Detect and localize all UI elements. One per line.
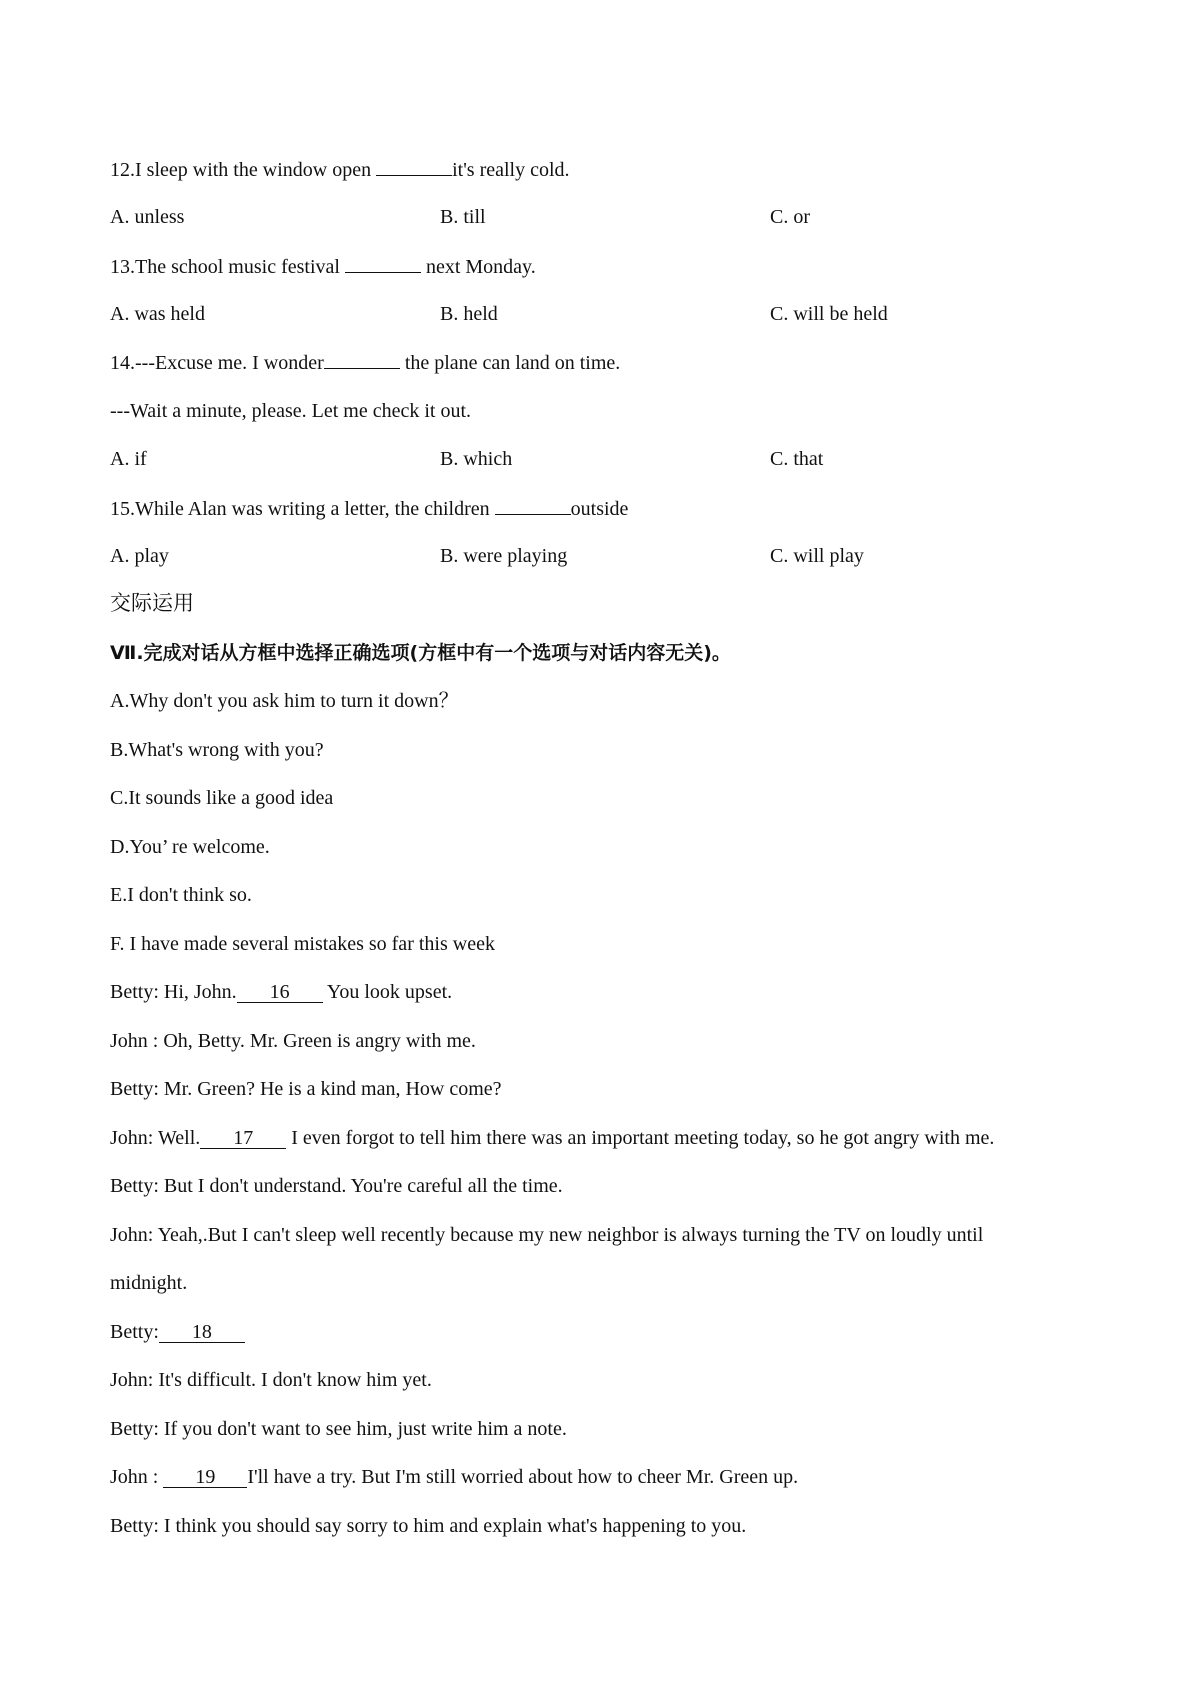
dialogue-line: Betty: If you don't want to see him, just write him a note.: [110, 1418, 567, 1440]
choice-a: A.Why don't you ask him to turn it down？: [110, 690, 459, 712]
option-a: A. if: [110, 448, 147, 470]
dialogue-line: Betty: I think you should say sorry to him and explain what's happening to you.: [110, 1515, 747, 1537]
question-12-tail: it's really cold.: [452, 159, 570, 181]
section-instruction: Ⅶ.完成对话从方框中选择正确选项(方框中有一个选项与对话内容无关)。: [110, 642, 731, 664]
option-b: B. held: [440, 303, 498, 325]
option-b: B. were playing: [440, 545, 568, 567]
question-15: [110, 496, 628, 521]
dialogue-line: [110, 1126, 994, 1150]
dialogue-text: I'll have a try. But I'm still worried about how to cheer Mr. Green up.: [247, 1466, 799, 1488]
question-12: [110, 157, 570, 182]
option-c: C. that: [770, 448, 824, 470]
speaker-text: Betty:: [110, 1321, 159, 1343]
question-13-options: [110, 302, 1070, 326]
choice-f: F. I have made several mistakes so far this week: [110, 933, 495, 955]
answer-blank: [345, 254, 421, 273]
blank-17: 17: [200, 1128, 286, 1149]
question-13-tail: next Monday.: [420, 256, 536, 278]
option-c: C. will play: [770, 545, 864, 567]
answer-blank: [495, 496, 571, 515]
option-c: C. or: [770, 206, 810, 228]
answer-blank: [324, 350, 400, 369]
dialogue-text: You look upset.: [322, 981, 453, 1003]
option-b: B. till: [440, 206, 486, 228]
question-12-stem: 12.I sleep with the window open: [110, 159, 377, 181]
question-12-options: [110, 205, 1070, 229]
choice-b: B.What's wrong with you?: [110, 739, 324, 761]
dialogue-line: [110, 980, 452, 1004]
dialogue-line: John: It's difficult. I don't know him yet.: [110, 1369, 432, 1391]
option-c: C. will be held: [770, 303, 888, 325]
dialogue-line: Betty: But I don't understand. You're careful all the time.: [110, 1175, 563, 1197]
speaker-text: John :: [110, 1466, 164, 1488]
blank-16: 16: [237, 982, 323, 1003]
answer-blank: [376, 157, 452, 176]
dialogue-line: [110, 1320, 245, 1344]
option-a: A. play: [110, 545, 169, 567]
choice-e: E.I don't think so.: [110, 884, 252, 906]
question-14-stem: 14.---Excuse me. I wonder: [110, 352, 324, 374]
option-a: A. unless: [110, 206, 185, 228]
question-13: [110, 254, 536, 279]
question-14: [110, 350, 620, 375]
question-15-stem: 15.While Alan was writing a letter, the children: [110, 498, 495, 520]
speaker-text: Betty: Hi, John.: [110, 981, 237, 1003]
question-14-options: [110, 447, 1070, 471]
dialogue-line: [110, 1465, 798, 1489]
dialogue-text: I even forgot to tell him there was an important meeting today, so he got angry with me.: [286, 1127, 995, 1149]
blank-19: 19: [163, 1467, 247, 1488]
question-14-tail: the plane can land on time.: [399, 352, 621, 374]
option-a: A. was held: [110, 303, 205, 325]
dialogue-line: John : Oh, Betty. Mr. Green is angry with me.: [110, 1030, 476, 1052]
question-13-stem: 13.The school music festival: [110, 256, 345, 278]
choice-d: D.You’ re welcome.: [110, 836, 270, 858]
dialogue-line: John: Yeah,.But I can't sleep well recently because my new neighbor is always turning the TV on loudly until: [110, 1224, 984, 1246]
dialogue-line: Betty: Mr. Green? He is a kind man, How come?: [110, 1078, 502, 1100]
option-b: B. which: [440, 448, 513, 470]
question-14-reply: ---Wait a minute, please. Let me check it out.: [110, 400, 472, 422]
question-15-tail: outside: [570, 498, 629, 520]
choice-c: C.It sounds like a good idea: [110, 787, 334, 809]
question-15-options: [110, 544, 1070, 568]
section-title: 交际运用: [110, 591, 194, 615]
speaker-text: John: Well.: [110, 1127, 201, 1149]
blank-18: 18: [159, 1322, 245, 1343]
dialogue-line: midnight.: [110, 1272, 188, 1294]
